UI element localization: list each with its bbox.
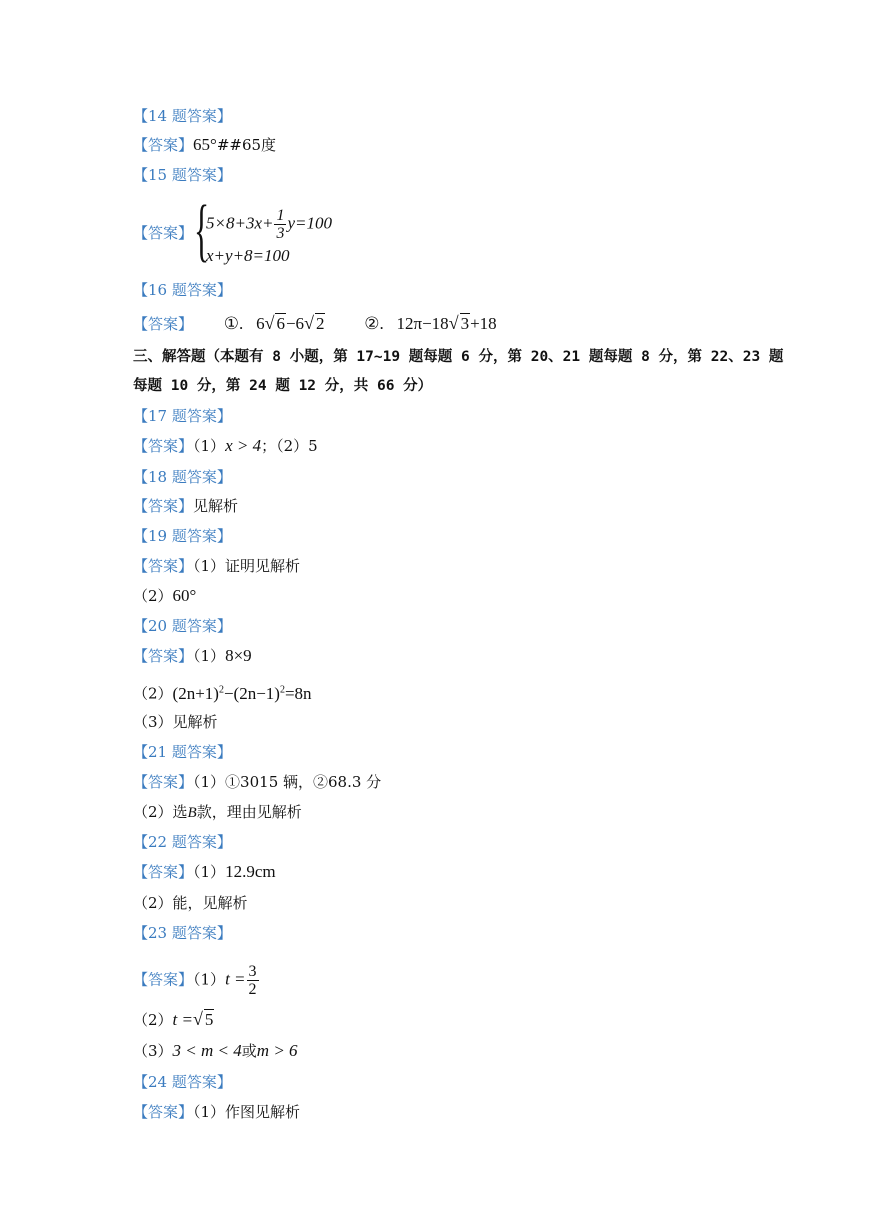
q17-expr: x > 4 (225, 436, 262, 455)
q14-alt: ##65度 (216, 136, 277, 154)
q15-answer-label: 【答案】 (133, 224, 194, 242)
q21-tag: 【21 题答案】 (133, 743, 232, 761)
answer-label: 【答案】 (133, 647, 194, 665)
q22-answer-1: 【答案】（1）12.9cm (133, 862, 276, 881)
q23-answer-1: 【答案】（1）t = $\frac{3}{2}$ (133, 963, 257, 998)
q18-tag: 【18 题答案】 (133, 468, 232, 486)
q16-tag: 【16 题答案】 (133, 281, 232, 299)
q19-answer-1: 【答案】（1）证明见解析 (133, 557, 301, 575)
q22-answer-2: （2）能，见解析 (133, 894, 248, 912)
q22-tag: 【22 题答案】 (133, 833, 232, 851)
q20-tag: 【20 题答案】 (133, 617, 232, 635)
q14-tag: 【14 题答案】 (133, 107, 232, 125)
q21-answer-1: 【答案】（1）①3015 辆，②68.3 分 (133, 773, 382, 791)
q24-answer-1: 【答案】（1）作图见解析 (133, 1103, 301, 1121)
q17-tag: 【17 题答案】 (133, 407, 232, 425)
q23-answer-3: （3）3 < m < 4或m > 6 (133, 1041, 298, 1060)
q20-answer-3: （3）见解析 (133, 713, 218, 731)
q16-part1-label: ①. (223, 314, 244, 333)
q21-answer-2: （2）选B款，理由见解析 (133, 803, 302, 821)
q23-tag: 【23 题答案】 (133, 924, 232, 942)
q23-answer-2: （2）t =√ 5 (133, 1009, 214, 1029)
q16-part2-expr: 12π−18√ 3+18 (396, 313, 497, 333)
q18-answer: 【答案】见解析 (133, 497, 239, 515)
q24-tag: 【24 题答案】 (133, 1073, 232, 1091)
answer-label: 【答案】 (133, 1103, 194, 1121)
q19-tag: 【19 题答案】 (133, 527, 232, 545)
q14-value: 65° (193, 135, 217, 154)
answer-label: 【答案】 (133, 773, 194, 791)
q16-part1-expr: 6√ 6−6√ 2 (256, 313, 325, 333)
q17-answer: 【答案】（1）x > 4；（2）5 (133, 436, 318, 455)
q20-answer-2: $(2)(2n+1)^2-(2n-1)^2=8n$ (133, 683, 312, 703)
section3-heading-line2: 每题 10 分，第 24 题 12 分，共 66 分） (133, 378, 433, 394)
section3-heading-line1: 三、解答题（本题有 8 小题，第 17~19 题每题 6 分，第 20、21 题每题 8 分，第 22、23 题 (133, 349, 784, 365)
answer-label: 【答案】 (133, 136, 194, 154)
q14-answer (133, 135, 276, 155)
answer-label: 【答案】 (133, 437, 194, 455)
answer-label: 【答案】 (133, 970, 194, 989)
equation-brace: { (194, 192, 210, 269)
q16-part2-label: ②. (364, 314, 384, 333)
q20-answer-1: 【答案】（1）8×9 (133, 646, 252, 665)
q16-answer (133, 313, 497, 334)
answer-label: 【答案】 (133, 497, 194, 515)
q23-fraction: $\frac{3}{2}$ (248, 963, 257, 998)
q15-tag: 【15 题答案】 (133, 166, 232, 184)
q15-fraction: $\frac{1}{3}$ (276, 207, 285, 242)
q15-eq2: x+y+8=100 (206, 246, 290, 265)
answer-label: 【答案】 (133, 557, 194, 575)
answer-label: 【答案】 (133, 315, 194, 333)
q15-eq1: 5×8+3x+ $\frac{1}{3}$ y=100 (206, 207, 332, 242)
q19-answer-2: （2）60° (133, 586, 197, 605)
answer-label: 【答案】 (133, 863, 194, 881)
